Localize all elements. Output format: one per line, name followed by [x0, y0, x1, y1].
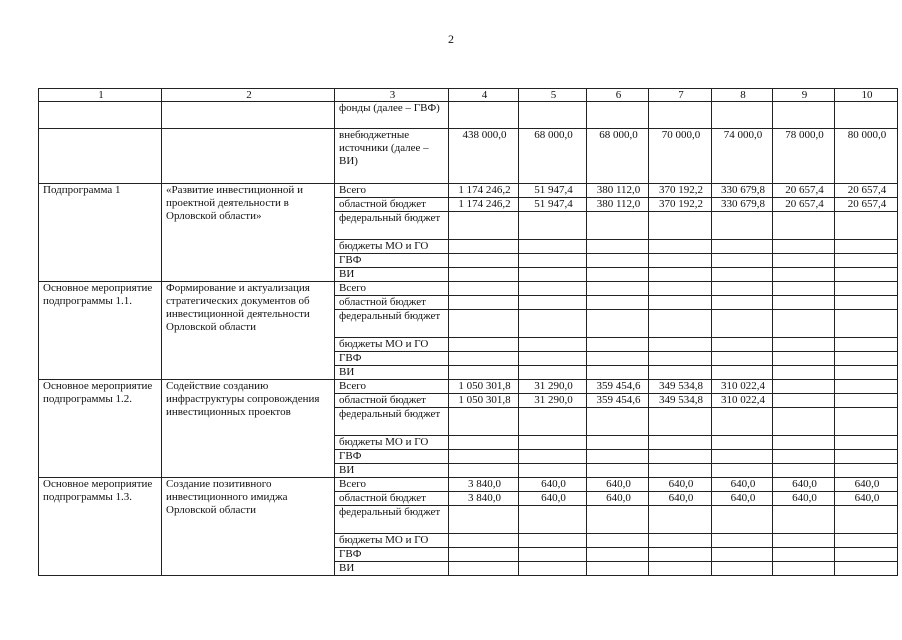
value-cell: [712, 366, 773, 380]
value-cell: 330 679,8: [712, 184, 773, 198]
value-cell: [835, 352, 898, 366]
value-cell: [835, 254, 898, 268]
page-number: 2: [448, 32, 454, 46]
value-cell: [773, 450, 835, 464]
value-cell: [449, 366, 519, 380]
value-cell: [449, 464, 519, 478]
value-cell: [835, 310, 898, 338]
value-cell: [449, 282, 519, 296]
funding-source: ВИ: [335, 268, 449, 282]
value-cell: [449, 506, 519, 534]
value-cell: 3 840,0: [449, 478, 519, 492]
value-cell: [519, 254, 587, 268]
funding-source: ГВФ: [335, 450, 449, 464]
value-cell: [712, 548, 773, 562]
value-cell: [712, 338, 773, 352]
value-cell: [649, 506, 712, 534]
value-cell: 640,0: [835, 478, 898, 492]
value-cell: 51 947,4: [519, 184, 587, 198]
value-cell: [649, 296, 712, 310]
funding-source: бюджеты МО и ГО: [335, 240, 449, 254]
value-cell: [712, 282, 773, 296]
value-cell: [773, 240, 835, 254]
funding-source: Всего: [335, 380, 449, 394]
value-cell: [519, 464, 587, 478]
value-cell: 68 000,0: [519, 129, 587, 184]
value-cell: 1 174 246,2: [449, 198, 519, 212]
table-row: [39, 102, 898, 129]
value-cell: 359 454,6: [587, 380, 649, 394]
funding-source: бюджеты МО и ГО: [335, 338, 449, 352]
funding-source: бюджеты МО и ГО: [335, 534, 449, 548]
value-cell: [519, 212, 587, 240]
value-cell: [519, 268, 587, 282]
value-cell: 438 000,0: [449, 129, 519, 184]
value-cell: [712, 506, 773, 534]
value-cell: [587, 296, 649, 310]
value-cell: 640,0: [712, 492, 773, 506]
column-header: 2: [162, 89, 335, 102]
section-name: Основное мероприятие подпрограммы 1.3.: [39, 478, 162, 576]
funding-source: внебюджетные источники (далее – ВИ): [335, 129, 449, 184]
value-cell: [835, 212, 898, 240]
value-cell: 31 290,0: [519, 394, 587, 408]
value-cell: [773, 464, 835, 478]
table-row: [39, 282, 898, 296]
value-cell: [712, 212, 773, 240]
value-cell: [449, 268, 519, 282]
value-cell: [835, 282, 898, 296]
value-cell: [449, 212, 519, 240]
funding-source: областной бюджет: [335, 296, 449, 310]
value-cell: [773, 506, 835, 534]
value-cell: [649, 282, 712, 296]
funding-source: Всего: [335, 184, 449, 198]
value-cell: [712, 240, 773, 254]
value-cell: [773, 338, 835, 352]
value-cell: [649, 366, 712, 380]
value-cell: 640,0: [773, 478, 835, 492]
value-cell: [712, 436, 773, 450]
value-cell: [587, 366, 649, 380]
funding-source: областной бюджет: [335, 394, 449, 408]
value-cell: 370 192,2: [649, 198, 712, 212]
value-cell: 80 000,0: [835, 129, 898, 184]
value-cell: [773, 254, 835, 268]
value-cell: 1 174 246,2: [449, 184, 519, 198]
funding-source: ГВФ: [335, 352, 449, 366]
value-cell: 349 534,8: [649, 394, 712, 408]
value-cell: [587, 338, 649, 352]
value-cell: [835, 366, 898, 380]
value-cell: [773, 310, 835, 338]
value-cell: [519, 282, 587, 296]
value-cell: [587, 548, 649, 562]
value-cell: 640,0: [519, 492, 587, 506]
value-cell: [835, 268, 898, 282]
value-cell: 68 000,0: [587, 129, 649, 184]
value-cell: 359 454,6: [587, 394, 649, 408]
value-cell: [712, 534, 773, 548]
value-cell: [519, 562, 587, 576]
value-cell: 640,0: [835, 492, 898, 506]
value-cell: 370 192,2: [649, 184, 712, 198]
funding-source: ВИ: [335, 562, 449, 576]
budget-table: [38, 88, 898, 576]
value-cell: [449, 534, 519, 548]
value-cell: [712, 254, 773, 268]
value-cell: [835, 296, 898, 310]
value-cell: 31 290,0: [519, 380, 587, 394]
funding-source: федеральный бюджет: [335, 408, 449, 436]
value-cell: 70 000,0: [649, 129, 712, 184]
value-cell: [773, 282, 835, 296]
value-cell: [835, 464, 898, 478]
section-description: Создание позитивного инвестиционного имиджа Орловской области: [162, 478, 335, 576]
column-header: 7: [649, 89, 712, 102]
value-cell: [449, 408, 519, 436]
value-cell: [649, 268, 712, 282]
value-cell: [449, 548, 519, 562]
column-header: 6: [587, 89, 649, 102]
value-cell: [519, 240, 587, 254]
funding-source: областной бюджет: [335, 198, 449, 212]
value-cell: [449, 310, 519, 338]
column-header: 3: [335, 89, 449, 102]
value-cell: 1 050 301,8: [449, 394, 519, 408]
value-cell: [519, 534, 587, 548]
value-cell: [773, 562, 835, 576]
funding-source: федеральный бюджет: [335, 310, 449, 338]
value-cell: 640,0: [587, 478, 649, 492]
value-cell: [773, 534, 835, 548]
header-row: [39, 89, 898, 102]
value-cell: [835, 450, 898, 464]
table-row: [39, 380, 898, 394]
value-cell: [773, 408, 835, 436]
funding-source: ГВФ: [335, 254, 449, 268]
value-cell: [835, 562, 898, 576]
value-cell: [449, 352, 519, 366]
value-cell: [773, 212, 835, 240]
value-cell: 51 947,4: [519, 198, 587, 212]
value-cell: 20 657,4: [835, 198, 898, 212]
value-cell: [773, 268, 835, 282]
value-cell: [587, 534, 649, 548]
value-cell: 380 112,0: [587, 184, 649, 198]
section-description: «Развитие инвестиционной и проектной деятельности в Орловской области»: [162, 184, 335, 282]
column-header: 4: [449, 89, 519, 102]
value-cell: 640,0: [587, 492, 649, 506]
value-cell: [519, 310, 587, 338]
value-cell: [449, 562, 519, 576]
value-cell: 349 534,8: [649, 380, 712, 394]
value-cell: [835, 548, 898, 562]
funding-source: бюджеты МО и ГО: [335, 436, 449, 450]
value-cell: [449, 240, 519, 254]
value-cell: 74 000,0: [712, 129, 773, 184]
value-cell: [835, 240, 898, 254]
value-cell: [712, 310, 773, 338]
value-cell: [649, 310, 712, 338]
value-cell: 380 112,0: [587, 198, 649, 212]
value-cell: [773, 380, 835, 394]
value-cell: [587, 352, 649, 366]
value-cell: 640,0: [519, 478, 587, 492]
value-cell: [835, 436, 898, 450]
value-cell: [587, 254, 649, 268]
value-cell: [773, 394, 835, 408]
value-cell: 20 657,4: [835, 184, 898, 198]
value-cell: [519, 408, 587, 436]
section-name: Основное мероприятие подпрограммы 1.2.: [39, 380, 162, 478]
funding-source: фонды (далее – ГВФ): [335, 102, 449, 129]
value-cell: [519, 436, 587, 450]
value-cell: [587, 310, 649, 338]
value-cell: [835, 534, 898, 548]
value-cell: [649, 548, 712, 562]
value-cell: 640,0: [649, 492, 712, 506]
value-cell: [519, 366, 587, 380]
value-cell: [712, 352, 773, 366]
value-cell: [649, 408, 712, 436]
column-header: 10: [835, 89, 898, 102]
value-cell: [519, 548, 587, 562]
value-cell: [587, 562, 649, 576]
value-cell: [712, 562, 773, 576]
value-cell: [773, 366, 835, 380]
value-cell: [519, 296, 587, 310]
value-cell: 1 050 301,8: [449, 380, 519, 394]
value-cell: 640,0: [712, 478, 773, 492]
funding-source: ГВФ: [335, 548, 449, 562]
value-cell: [649, 436, 712, 450]
table-row: [39, 184, 898, 198]
value-cell: [712, 268, 773, 282]
value-cell: [773, 548, 835, 562]
value-cell: [649, 450, 712, 464]
column-header: 1: [39, 89, 162, 102]
value-cell: [449, 254, 519, 268]
value-cell: [649, 338, 712, 352]
value-cell: [587, 506, 649, 534]
value-cell: [835, 338, 898, 352]
column-header: 5: [519, 89, 587, 102]
value-cell: 330 679,8: [712, 198, 773, 212]
value-cell: [587, 450, 649, 464]
table-row: [39, 478, 898, 492]
value-cell: 3 840,0: [449, 492, 519, 506]
funding-source: федеральный бюджет: [335, 506, 449, 534]
value-cell: [649, 464, 712, 478]
value-cell: [587, 212, 649, 240]
value-cell: [449, 296, 519, 310]
funding-source: федеральный бюджет: [335, 212, 449, 240]
section-description: Содействие созданию инфраструктуры сопровождения инвестиционных проектов: [162, 380, 335, 478]
value-cell: [649, 562, 712, 576]
column-header: 8: [712, 89, 773, 102]
value-cell: [519, 352, 587, 366]
column-header: 9: [773, 89, 835, 102]
value-cell: [449, 450, 519, 464]
funding-source: Всего: [335, 282, 449, 296]
value-cell: 78 000,0: [773, 129, 835, 184]
value-cell: [519, 506, 587, 534]
value-cell: [712, 464, 773, 478]
value-cell: [649, 534, 712, 548]
section-description: Формирование и актуализация стратегических документов об инвестиционной деятельности Орловской области: [162, 282, 335, 380]
value-cell: 20 657,4: [773, 198, 835, 212]
funding-source: Всего: [335, 478, 449, 492]
table-row: [39, 129, 898, 184]
value-cell: [835, 394, 898, 408]
value-cell: 310 022,4: [712, 394, 773, 408]
value-cell: [587, 436, 649, 450]
value-cell: [587, 268, 649, 282]
funding-source: областной бюджет: [335, 492, 449, 506]
value-cell: 640,0: [773, 492, 835, 506]
value-cell: [773, 296, 835, 310]
value-cell: [519, 450, 587, 464]
value-cell: [587, 240, 649, 254]
value-cell: 20 657,4: [773, 184, 835, 198]
value-cell: [835, 380, 898, 394]
value-cell: [587, 464, 649, 478]
value-cell: [449, 436, 519, 450]
value-cell: [587, 408, 649, 436]
value-cell: [449, 338, 519, 352]
value-cell: [649, 212, 712, 240]
value-cell: [519, 338, 587, 352]
value-cell: [649, 240, 712, 254]
section-name: Основное мероприятие подпрограммы 1.1.: [39, 282, 162, 380]
funding-source: ВИ: [335, 464, 449, 478]
value-cell: [712, 408, 773, 436]
section-name: Подпрограмма 1: [39, 184, 162, 282]
value-cell: [712, 296, 773, 310]
funding-source: ВИ: [335, 366, 449, 380]
value-cell: [649, 352, 712, 366]
value-cell: [649, 254, 712, 268]
value-cell: [835, 408, 898, 436]
value-cell: [773, 352, 835, 366]
value-cell: [587, 282, 649, 296]
value-cell: 640,0: [649, 478, 712, 492]
value-cell: [712, 450, 773, 464]
value-cell: [835, 506, 898, 534]
value-cell: 310 022,4: [712, 380, 773, 394]
value-cell: [773, 436, 835, 450]
